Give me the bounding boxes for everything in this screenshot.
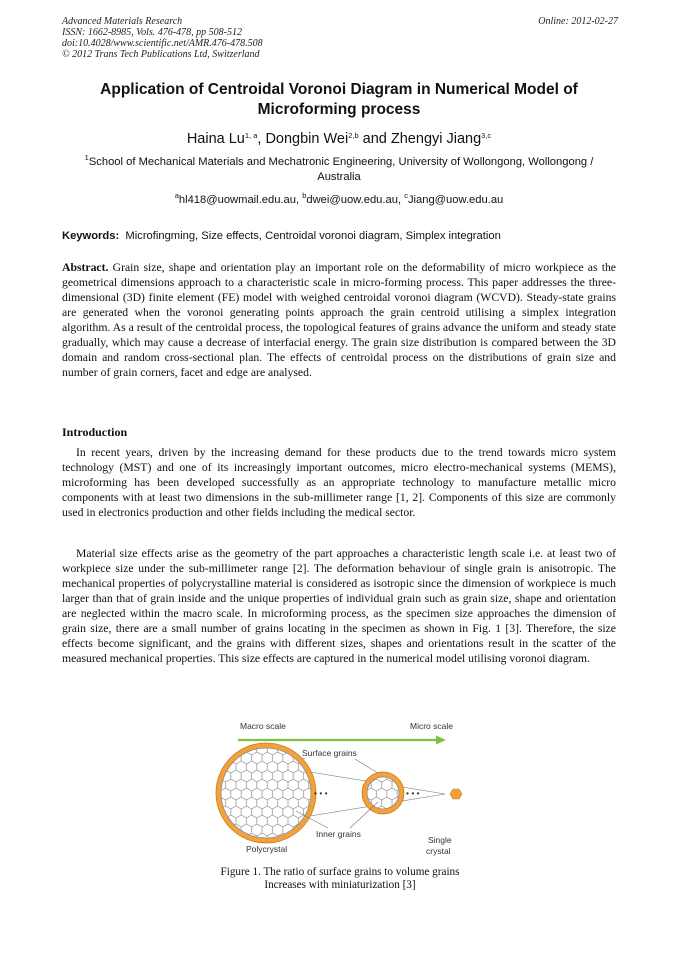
email-separator: , bbox=[397, 194, 405, 206]
affiliation bbox=[62, 155, 616, 185]
email-address: hl418@uowmail.edu.au bbox=[178, 194, 296, 206]
author-sup: 1, a bbox=[244, 131, 258, 140]
polycrystal-label: Polycrystal bbox=[246, 844, 288, 854]
dots-separator: • • • bbox=[314, 788, 328, 798]
doi-line: doi:10.4028/www.scientific.net/AMR.476-478.508 bbox=[62, 38, 263, 49]
macro-scale-label: Macro scale bbox=[240, 721, 286, 731]
affiliation-text: School of Mechanical Materials and Mechatronic Engineering, University of Wollongong, Wollongong / Australia bbox=[88, 156, 594, 183]
single-crystal-hexagon bbox=[450, 789, 462, 799]
polycrystal-circle bbox=[216, 743, 316, 843]
journal-header bbox=[62, 16, 618, 60]
email-address: Jiang@uow.edu.au bbox=[407, 194, 504, 206]
caption-line-1: Figure 1. The ratio of surface grains to volume grains bbox=[220, 866, 460, 878]
author-emails bbox=[62, 193, 616, 208]
inner-grains-label: Inner grains bbox=[316, 829, 361, 839]
single-crystal-label-1: Single bbox=[428, 835, 452, 845]
email-sup: a bbox=[174, 191, 179, 200]
email-sup: c bbox=[404, 191, 408, 200]
caption-line-2: Increases with miniaturization [3] bbox=[264, 879, 416, 891]
author-name: Zhengyi Jiang bbox=[390, 131, 482, 147]
email-sup: b bbox=[302, 191, 307, 200]
email-address: dwei@uow.edu.au bbox=[306, 194, 398, 206]
copyright-line: © 2012 Trans Tech Publications Ltd, Switzerland bbox=[62, 49, 260, 60]
micro-scale-label: Micro scale bbox=[410, 721, 453, 731]
intro-paragraph-2: Material size effects arise as the geometry of the part approaches a characteristic length scale i.e. at least two of workpiece size under the sub-millimeter range [2]. The deformation behaviour of single grain is anisotropic. The mechanical properties of polycrystalline material is considered as isotropic since the dimension of workpiece is much larger than that of grain inside and the unique properties of individual grain such as grain size, shape and orientation are neglected within the macro scale. In microforming process, as the specimen size approaches the dimension of grain size, there are a small number of grains locating in the specimen as shown in Fig. 1 [3]. Therefore, the size effects become significant, and the grains with different sizes, shapes and orientations result in the scatter of the measured mechanical properties. This size effects are captured in the numerical model utilising voronoi diagram. bbox=[62, 547, 616, 665]
abstract-text: Grain size, shape and orientation play an important role on the deformability of micro workpiece as the geometrical dimensions approach to a characteristic scale in micro-forming process. This paper addresses the three-dimensional (3D) finite element (FE) model with weighed centroidal voronoi diagram (WCVD). Steady-state grains are generated when the voronoi generating points approach the grain centroid utilising a simplex integration algorithm. As a result of the centroidal process, the topological features of grains advance the uniform and steady state gradually, which may cause a decrease of interfacial energy. The grain size distribution is compared between the 3D domain and random cross-sectional plan. The effects of centroidal process on the distributions of grain size and number of grain corners, facet and edge are analysed. bbox=[62, 261, 616, 379]
paper-title: Application of Centroidal Voronoi Diagram in Numerical Model of Microforming process bbox=[100, 81, 578, 118]
surface-grains-label: Surface grains bbox=[302, 748, 357, 758]
author-name: Dongbin Wei bbox=[265, 131, 349, 147]
abstract bbox=[62, 260, 616, 380]
author-sup: 3,c bbox=[481, 131, 492, 140]
author-list bbox=[62, 130, 616, 148]
micro-specimen-circle bbox=[362, 772, 404, 814]
affiliation-sup: 1 bbox=[84, 153, 89, 162]
single-crystal-label-2: crystal bbox=[426, 846, 451, 856]
section-heading-introduction: Introduction bbox=[62, 425, 128, 439]
author-separator: and bbox=[358, 131, 391, 147]
abstract-label: Abstract. bbox=[62, 261, 109, 274]
author-name: Haina Lu bbox=[186, 131, 245, 147]
keywords bbox=[62, 229, 616, 243]
intro-paragraph-1: In recent years, driven by the increasing demand for these products due to the trend towards micro system technology (MST) and one of its increasingly important outcomes, micro electro-mechanical systems (MEMS), microforming has been developed successfully as an appropriate technology to manufacture metallic micro components with at least two dimensions in the sub-millimeter range [1, 2]. Components of this size are commonly used in electronics production and other fields including the medical sector. bbox=[62, 446, 616, 519]
author-sup: 2,b bbox=[348, 131, 359, 140]
dots-separator: • • • bbox=[406, 788, 420, 798]
issn-line: ISSN: 1662-8985, Vols. 476-478, pp 508-512 bbox=[62, 27, 242, 38]
author-separator: , bbox=[257, 131, 266, 147]
keywords-text: Microfingming, Size effects, Centroidal voronoi diagram, Simplex integration bbox=[125, 230, 501, 242]
figure-1-caption bbox=[200, 866, 480, 892]
email-separator: , bbox=[295, 194, 303, 206]
online-date: Online: 2012-02-27 bbox=[538, 16, 618, 27]
figure-1-diagram bbox=[210, 716, 470, 862]
keywords-label: Keywords: bbox=[62, 230, 120, 242]
journal-name: Advanced Materials Research bbox=[62, 16, 183, 27]
